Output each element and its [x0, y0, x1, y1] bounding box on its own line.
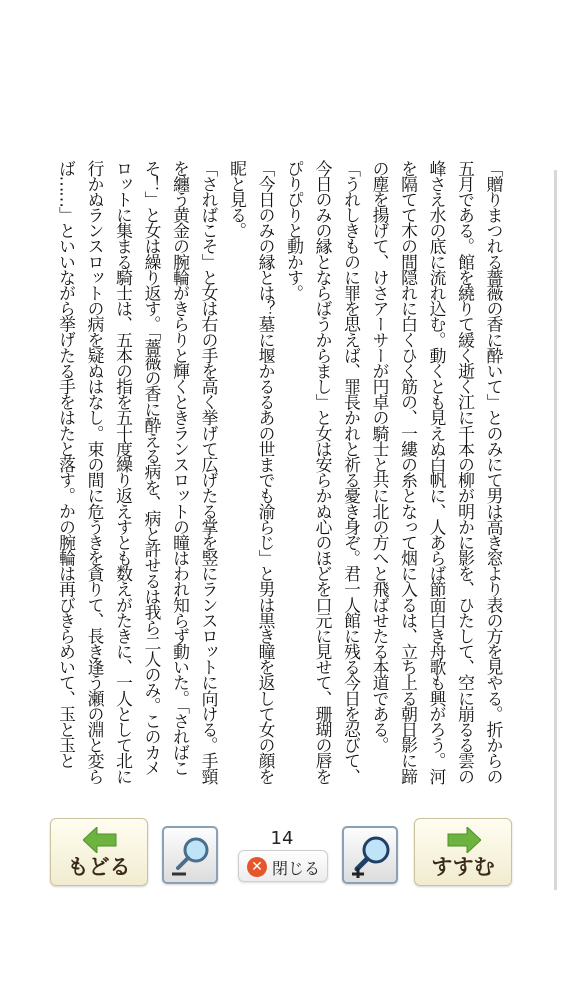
back-label: もどる [67, 855, 131, 879]
close-button[interactable] [238, 850, 328, 882]
left-arrow-icon [83, 827, 117, 853]
right-arrow-icon [447, 827, 481, 853]
magnifier-plus-icon [350, 834, 394, 878]
paragraph: 「今日のみの縁とは？墓に堰かるるあの世までも渝らじ」と男は黒き瞳を返して女の顔を眤と見る。 [227, 160, 276, 784]
zoom-out-button[interactable] [162, 826, 218, 884]
magnifier-minus-icon [170, 834, 214, 878]
back-button[interactable] [50, 818, 148, 886]
forward-label: すすむ [431, 855, 495, 879]
paragraph: 「うれしきものに罪を思えば、罪長かれと祈る憂き身ぞ。君一人館に残る今日を忍びて、今日のみの縁とならばうからまし」と女は安らかぬ心のほどを口元に見せて、珊瑚の唇をぴりぴりと動かす。 [284, 160, 362, 784]
close-label: 閉じる [272, 859, 321, 878]
bottom-toolbar [0, 812, 563, 902]
page-number: 14 [270, 828, 294, 849]
paragraph: 「贈りまつれる薔薇の香に酔いて」とのみにて男は高き窓より表の方を見やる。折からの五月である。館を繞りて緩く逝く江に千本の柳が明かに影を、ひたして、空に崩るる雲の峰さえ水の底に流れ込む。動くとも見えぬ白帆に、人あらば節面白き舟歌も興がろう。河を隔てて木の間隠れに白くひく筋の、一縷の糸となって烟に入るは、立ち上る朝日影に蹄の塵を揚げて、けさアーサーが円卓の騎士と共に北の方へと飛ばせたる本道である。 [370, 160, 504, 784]
forward-button[interactable] [414, 818, 512, 886]
zoom-in-button[interactable] [342, 826, 398, 884]
page-edge-line [554, 170, 557, 890]
novel-text-area [56, 160, 508, 790]
close-x-icon: ✕ [247, 857, 267, 877]
paragraph: 「さればこそ」と女は右の手を高く挙げて広げたる掌を竪にランスロットに向ける。手頸を纏う黄金の腕輪がきらりと輝くときランスロットの瞳はわれ知らず動いた。「さればこそ！」と女は繰り返す。「薔薇の香に酔える病を、病と許せるは我ら二人のみ。このカメロットに集まる騎士は、五本の指を五十度繰り返えすとも数えがたきに、一人として北に行かぬランスロットの病を疑ぬはなし。束の間に危うきを貪りて、長き逢う瀬の淵と変らば……」といいながら挙げたる手をはたと落す。かの腕輪は再びきらめいて、玉と玉と [56, 160, 219, 784]
